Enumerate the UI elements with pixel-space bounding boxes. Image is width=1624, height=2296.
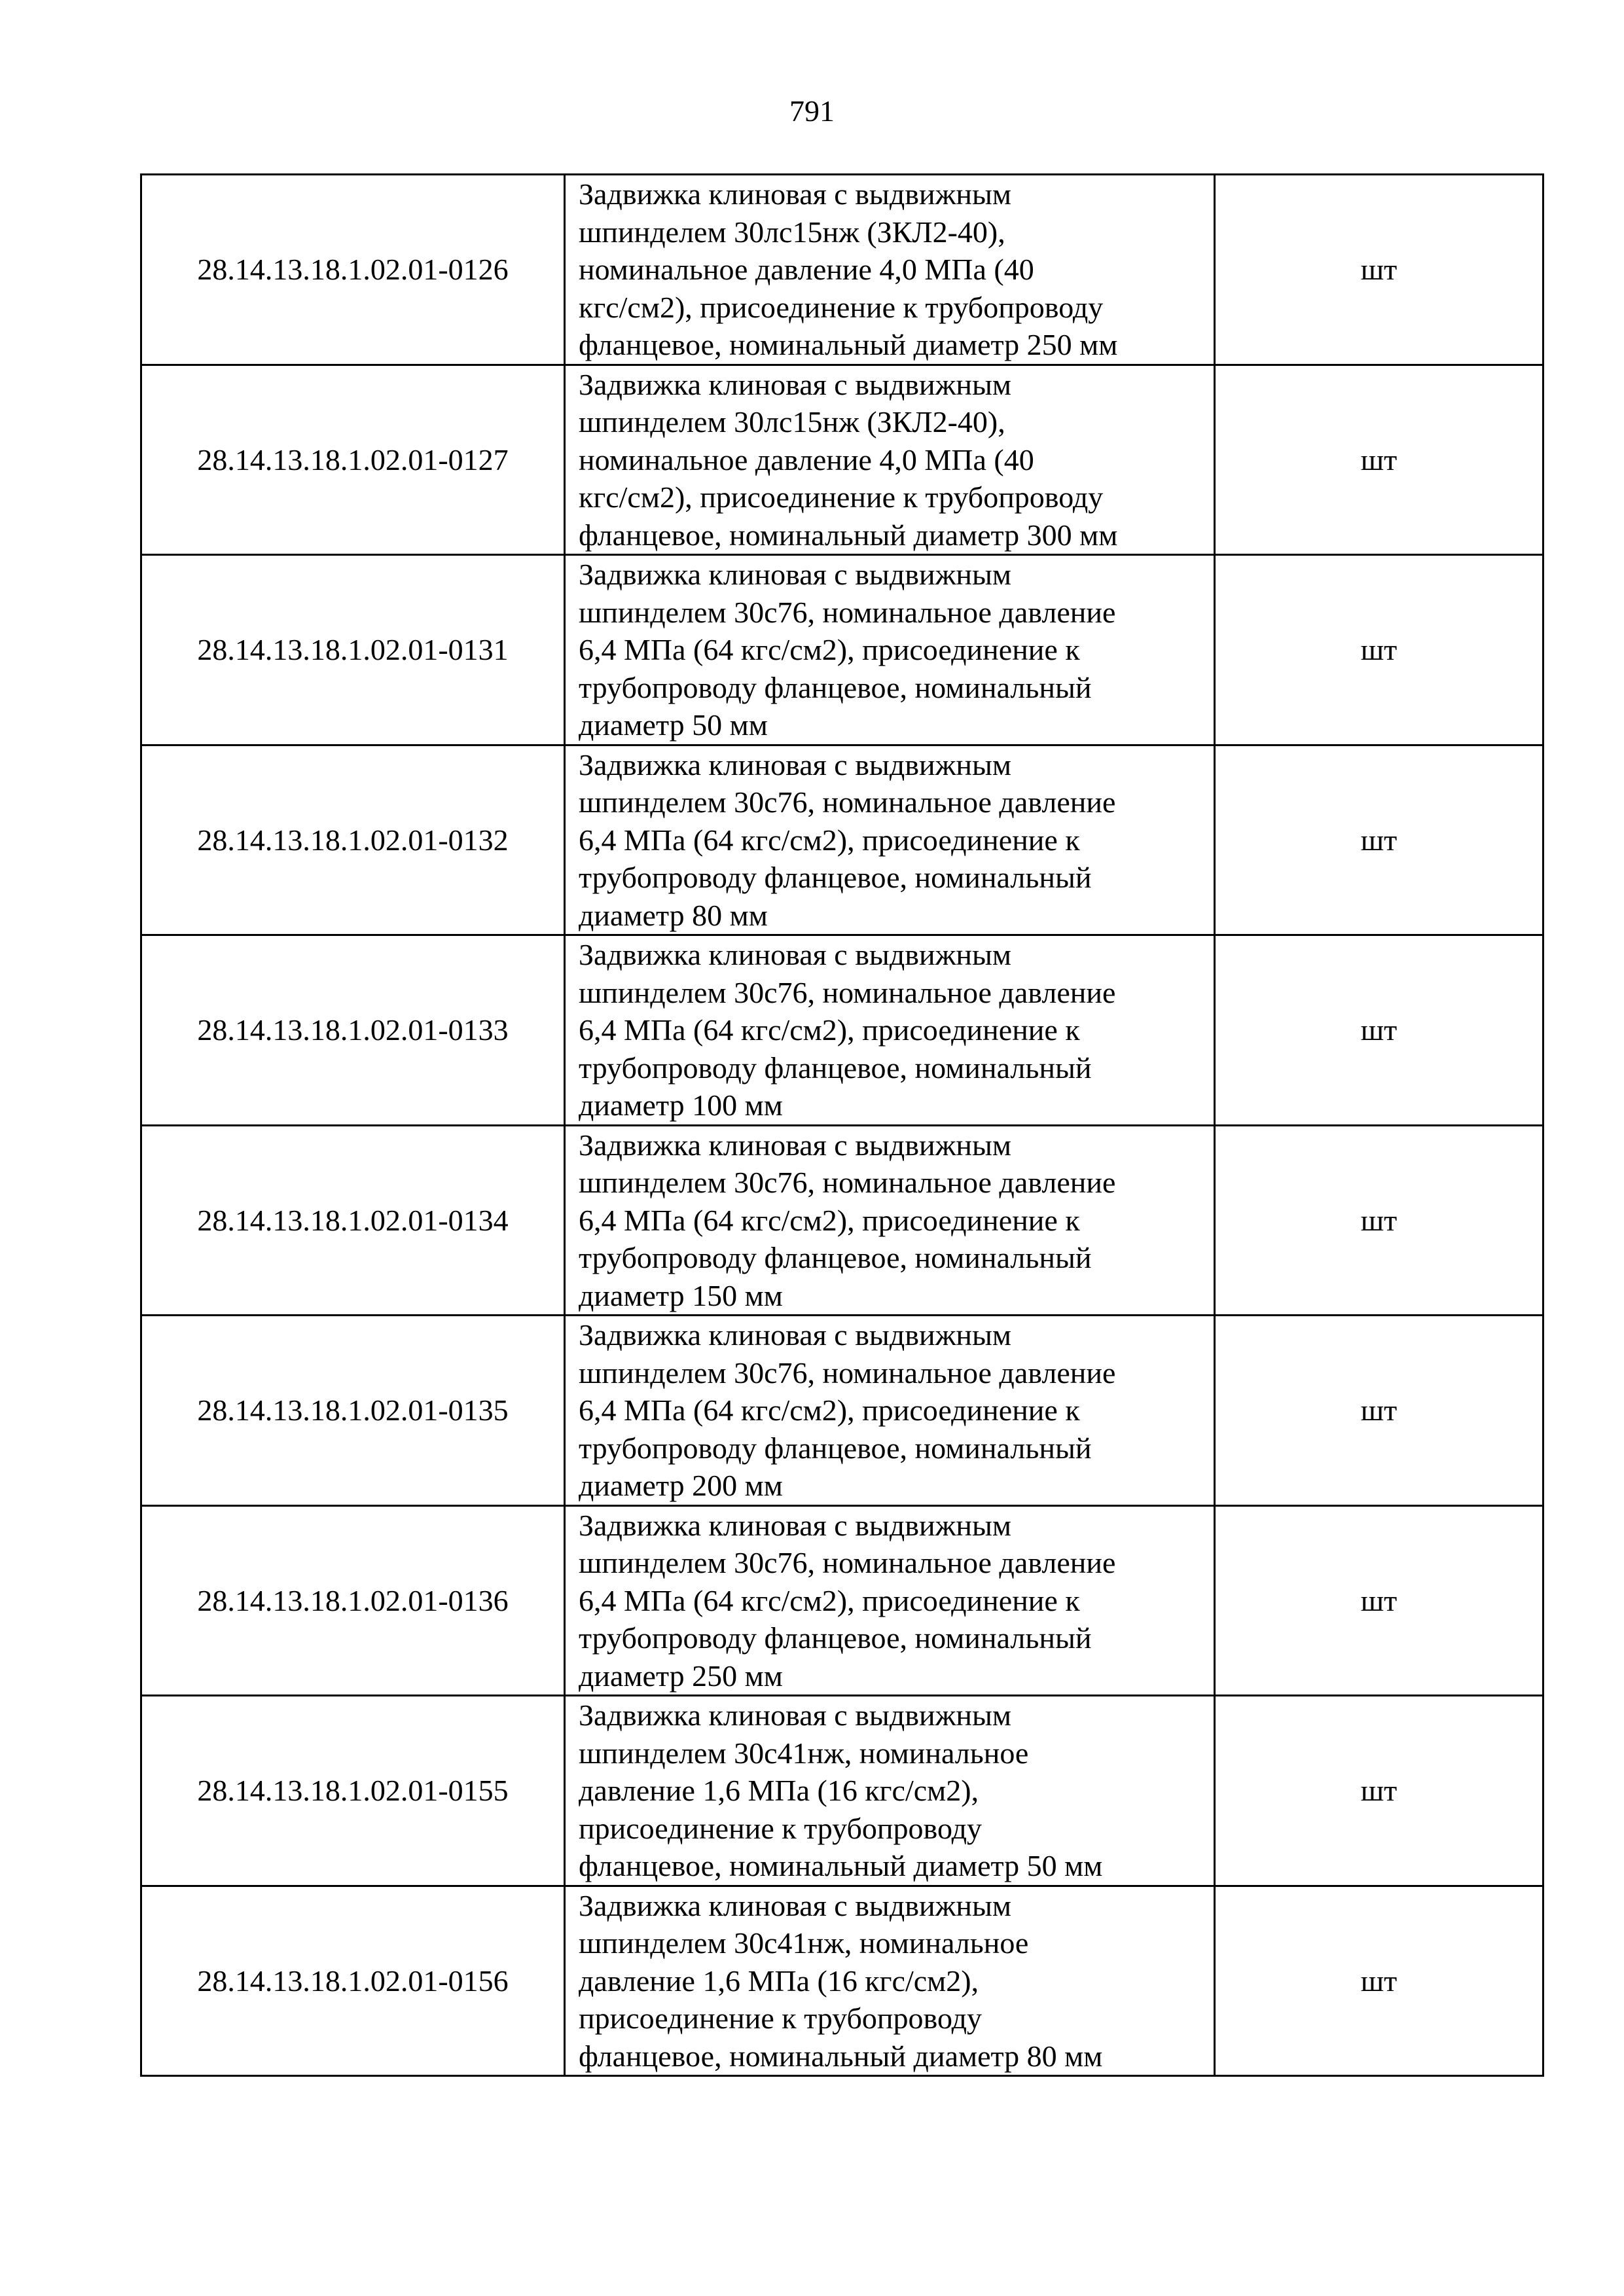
description-line: Задвижка клиновая с выдвижным (579, 1698, 1011, 1732)
item-description-cell (565, 555, 1215, 745)
description-line: кгс/см2), присоединение к трубопроводу (579, 480, 1104, 514)
description-line: фланцевое, номинальный диаметр 300 мм (579, 518, 1118, 552)
description-line: Задвижка клиновая с выдвижным (579, 367, 1011, 401)
description-line: трубопроводу фланцевое, номинальный (579, 670, 1092, 704)
description-line: трубопроводу фланцевое, номинальный (579, 1621, 1092, 1655)
item-description-cell (565, 1505, 1215, 1696)
description-line: диаметр 50 мм (579, 708, 768, 742)
item-unit-cell: шт (1215, 175, 1543, 365)
description-line: Задвижка клиновая с выдвижным (579, 558, 1011, 591)
description-line: шпинделем 30с76, номинальное давление (579, 975, 1116, 1009)
item-unit-cell: шт (1215, 1696, 1543, 1886)
description-line: Задвижка клиновая с выдвижным (579, 177, 1011, 211)
table-row (141, 555, 1543, 745)
description-line: кгс/см2), присоединение к трубопроводу (579, 290, 1104, 324)
description-line: 6,4 МПа (64 кгс/см2), присоединение к (579, 633, 1080, 666)
item-unit-cell: шт (1215, 555, 1543, 745)
description-line: давление 1,6 МПа (16 кгс/см2), (579, 1774, 979, 1807)
item-unit-cell: шт (1215, 1125, 1543, 1316)
description-line: фланцевое, номинальный диаметр 250 мм (579, 328, 1118, 361)
table-row (141, 365, 1543, 555)
description-line: шпинделем 30с41нж, номинальное (579, 1926, 1029, 1960)
description-line: Задвижка клиновая с выдвижным (579, 1318, 1011, 1352)
description-line: Задвижка клиновая с выдвижным (579, 1508, 1011, 1542)
description-line: трубопроводу фланцевое, номинальный (579, 1431, 1092, 1465)
item-description-cell (565, 745, 1215, 935)
description-line: присоединение к трубопроводу (579, 2001, 983, 2035)
item-code-cell: 28.14.13.18.1.02.01-0134 (141, 1125, 565, 1316)
item-code-cell: 28.14.13.18.1.02.01-0127 (141, 365, 565, 555)
table-row (141, 1316, 1543, 1506)
item-code-cell: 28.14.13.18.1.02.01-0132 (141, 745, 565, 935)
item-unit-cell: шт (1215, 365, 1543, 555)
table-row (141, 175, 1543, 365)
item-code-cell: 28.14.13.18.1.02.01-0155 (141, 1696, 565, 1886)
description-line: шпинделем 30с76, номинальное давление (579, 785, 1116, 819)
item-code-cell: 28.14.13.18.1.02.01-0131 (141, 555, 565, 745)
table-body (141, 175, 1543, 2076)
description-line: шпинделем 30с76, номинальное давление (579, 1546, 1116, 1579)
description-line: фланцевое, номинальный диаметр 80 мм (579, 2039, 1103, 2073)
table-row (141, 1886, 1543, 2076)
description-line: номинальное давление 4,0 МПа (40 (579, 442, 1034, 476)
item-unit-cell: шт (1215, 1886, 1543, 2076)
item-code-cell: 28.14.13.18.1.02.01-0126 (141, 175, 565, 365)
description-line: шпинделем 30с76, номинальное давление (579, 1355, 1116, 1390)
item-description-cell (565, 935, 1215, 1126)
item-unit-cell: шт (1215, 935, 1543, 1126)
description-line: диаметр 150 мм (579, 1278, 783, 1312)
description-line: диаметр 200 мм (579, 1469, 783, 1502)
description-line: шпинделем 30с76, номинальное давление (579, 595, 1116, 629)
description-line: диаметр 80 мм (579, 898, 768, 932)
description-line: 6,4 МПа (64 кгс/см2), присоединение к (579, 1013, 1080, 1047)
description-line: 6,4 МПа (64 кгс/см2), присоединение к (579, 1203, 1080, 1237)
item-description-cell (565, 175, 1215, 365)
description-line: шпинделем 30с41нж, номинальное (579, 1736, 1029, 1770)
description-line: номинальное давление 4,0 МПа (40 (579, 253, 1034, 286)
description-line: давление 1,6 МПа (16 кгс/см2), (579, 1964, 979, 1998)
item-code-cell: 28.14.13.18.1.02.01-0135 (141, 1316, 565, 1506)
item-unit-cell: шт (1215, 1505, 1543, 1696)
item-description-cell (565, 1886, 1215, 2076)
item-description-cell (565, 365, 1215, 555)
page-number: 791 (789, 94, 835, 128)
table-row (141, 745, 1543, 935)
item-code-cell: 28.14.13.18.1.02.01-0156 (141, 1886, 565, 2076)
description-line: диаметр 250 мм (579, 1659, 783, 1693)
item-code-cell: 28.14.13.18.1.02.01-0136 (141, 1505, 565, 1696)
table-row (141, 935, 1543, 1126)
item-description-cell (565, 1125, 1215, 1316)
item-unit-cell: шт (1215, 1316, 1543, 1506)
table-row (141, 1125, 1543, 1316)
description-line: фланцевое, номинальный диаметр 50 мм (579, 1849, 1103, 1882)
item-code-cell: 28.14.13.18.1.02.01-0133 (141, 935, 565, 1126)
description-line: Задвижка клиновая с выдвижным (579, 1888, 1011, 1922)
description-line: Задвижка клиновая с выдвижным (579, 938, 1011, 971)
description-line: трубопроводу фланцевое, номинальный (579, 1050, 1092, 1085)
item-description-cell (565, 1696, 1215, 1886)
description-line: шпинделем 30с76, номинальное давление (579, 1166, 1116, 1199)
description-line: трубопроводу фланцевое, номинальный (579, 861, 1092, 894)
item-description-cell (565, 1316, 1215, 1506)
table-row (141, 1505, 1543, 1696)
description-line: Задвижка клиновая с выдвижным (579, 747, 1011, 781)
item-unit-cell: шт (1215, 745, 1543, 935)
description-line: 6,4 МПа (64 кгс/см2), присоединение к (579, 1583, 1080, 1617)
description-line: шпинделем 30лс15нж (ЗКЛ2-40), (579, 405, 1005, 439)
description-line: 6,4 МПа (64 кгс/см2), присоединение к (579, 823, 1080, 857)
description-line: 6,4 МПа (64 кгс/см2), присоединение к (579, 1393, 1080, 1427)
description-line: шпинделем 30лс15нж (ЗКЛ2-40), (579, 215, 1005, 249)
table-row (141, 1696, 1543, 1886)
description-line: диаметр 100 мм (579, 1088, 783, 1122)
description-line: Задвижка клиновая с выдвижным (579, 1128, 1011, 1162)
description-line: трубопроводу фланцевое, номинальный (579, 1241, 1092, 1274)
description-line: присоединение к трубопроводу (579, 1811, 983, 1845)
materials-table (140, 173, 1544, 2077)
